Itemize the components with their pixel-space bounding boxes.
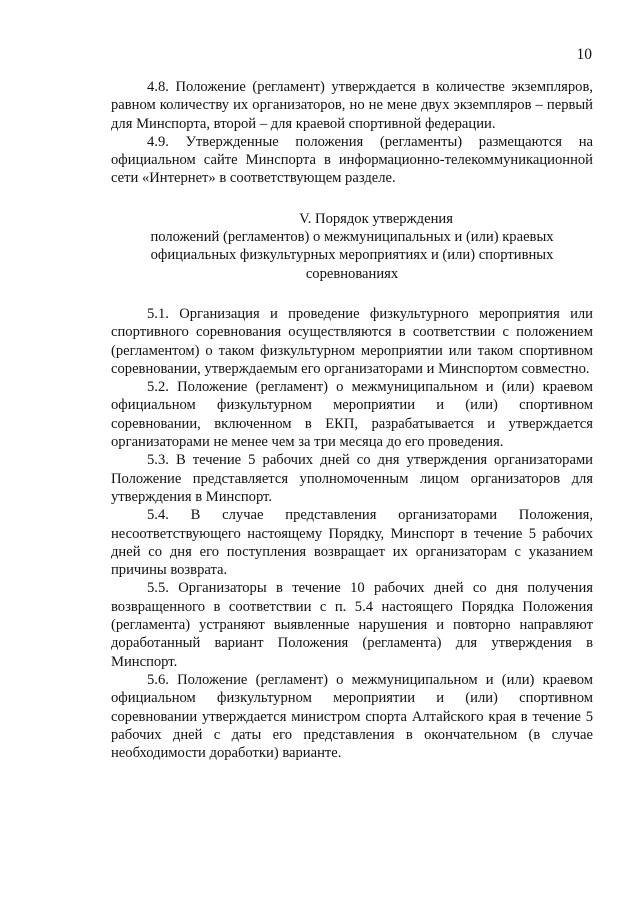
paragraph-5-3: 5.3. В течение 5 рабочих дней со дня утверждения организаторами Положение представляется уполномоченным лицом организаторов для утверждения в Минспорт. [111,452,593,505]
paragraph-5-1: 5.1. Организация и проведение физкультурного мероприятия или спортивного соревнования осуществляются в соответствии с положением (регламентом) о таком физкультурном мероприятии или таком спортивном соревновании, утверждаемым его организаторами и Минспортом совместно. [111,305,593,377]
paragraph-5-4: 5.4. В случае представления организаторами Положения, несоответствующего настоящему Порядку, Минспорт в течение 5 рабочих дней со дня его поступления возвращает их организаторам с указанием причины возврата. [111,507,593,579]
section-heading [131,210,573,283]
paragraph-4-9: 4.9. Утвержденные положения (регламенты) размещаются на официальном сайте Минспорта в информационно-телекоммуникационной сети «Интернет» в соответствующем разделе. [111,133,593,187]
document-body [111,78,593,762]
paragraph-4-8: 4.8. Положение (регламент) утверждается в количестве экземпляров, равном количеству их организаторов, но не мене двух экземпляров – первый для Минспорта, второй – для краевой спортивной федерации. [111,79,593,132]
paragraph-5-6: 5.6. Положение (регламент) о межмуниципальном и (или) краевом официальном физкультурном мероприятии и (или) спортивном соревновании утверждается министром спорта Алтайского края в течение 5 рабочих дней с даты его представления в окончательном (в случае необходимости доработки) варианте. [111,671,593,762]
paragraph-5-5: 5.5. Организаторы в течение 10 рабочих дней со дня получения возвращенного в соответствии с п. 5.4 настоящего Порядка Положения (регламента) устраняют выявленные нарушения и повторно направляют доработанный вариант Положения (регламента) для утверждения в Минспорт. [111,580,593,670]
paragraph-5-2: 5.2. Положение (регламент) о межмуниципальном и (или) краевом официальном физкультурном мероприятии и (или) спортивном соревновании, включенном в ЕКП, разрабатывается и утверждается организаторами не менее чем за три месяца до его проведения. [111,379,593,451]
section-title: V. Порядок утверждения [299,210,453,227]
page-number: 10 [576,46,592,63]
section-subtitle: положений (регламентов) о межмуниципальных и (или) краевых официальных физкультурных мероприятиях и (или) спортивных соревнованиях [150,229,554,282]
